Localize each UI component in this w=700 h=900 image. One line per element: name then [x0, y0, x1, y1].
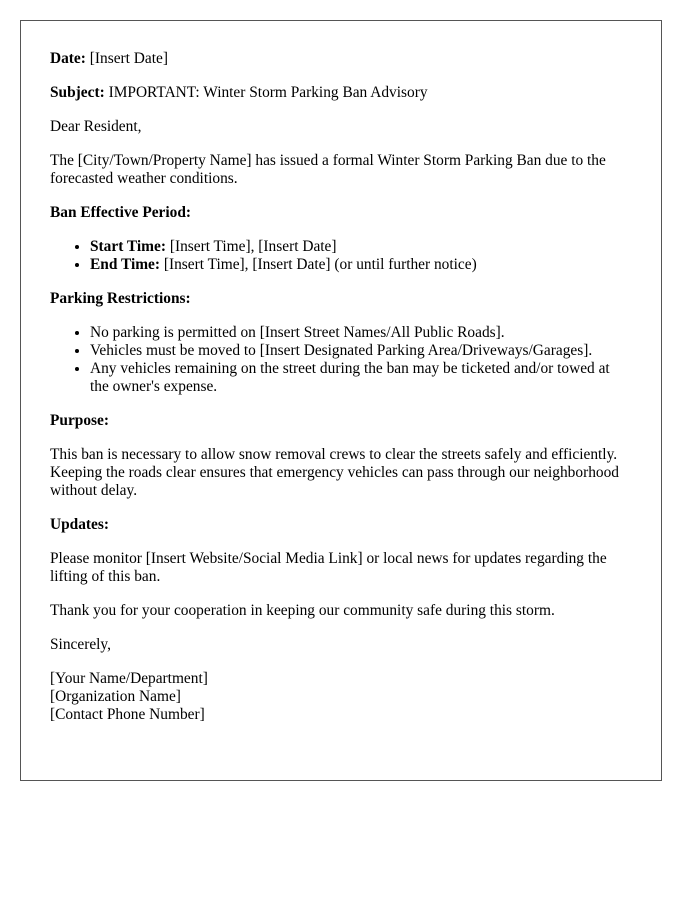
restrictions-heading: Parking Restrictions: [50, 290, 191, 307]
closing: Sincerely, [50, 636, 111, 653]
updates-heading: Updates: [50, 516, 109, 533]
purpose-heading: Purpose: [50, 412, 109, 429]
list-item: • Any vehicles remaining on the street during the ban may be ticketed and/or towed at the owner's expense. [90, 360, 632, 396]
purpose-paragraph: This ban is necessary to allow snow removal crews to clear the streets safely and efficiently. Keeping the roads clear ensures that emergency vehicles can pass through our neighborhood without delay. [50, 446, 619, 499]
start-time-label: Start Time: [90, 238, 166, 255]
date-value: [Insert Date] [89, 50, 168, 67]
updates-paragraph: Please monitor [Insert Website/Social Media Link] or local news for updates regarding the lifting of this ban. [50, 550, 607, 585]
date-label: Date: [50, 50, 86, 67]
subject-label: Subject: [50, 84, 105, 101]
date-line [50, 50, 632, 68]
list-item [90, 256, 632, 274]
restrictions-list [50, 324, 632, 396]
effective-period-heading: Ban Effective Period: [50, 204, 192, 221]
letter-document [20, 20, 662, 781]
end-time-label: End Time: [90, 256, 160, 273]
signature-block [50, 670, 632, 724]
thanks-paragraph: Thank you for your cooperation in keeping our community safe during this storm. [50, 602, 555, 619]
greeting: Dear Resident, [50, 118, 142, 135]
signature-name: [Your Name/Department] [50, 670, 208, 687]
signature-organization: [Organization Name] [50, 688, 181, 705]
list-item: • No parking is permitted on [Insert Street Names/All Public Roads]. [90, 324, 632, 342]
start-time-value: [Insert Time], [Insert Date] [169, 238, 337, 255]
signature-phone: [Contact Phone Number] [50, 706, 205, 723]
end-time-value: [Insert Time], [Insert Date] (or until further notice) [163, 256, 477, 273]
subject-line [50, 84, 632, 102]
list-item: • Vehicles must be moved to [Insert Designated Parking Area/Driveways/Garages]. [90, 342, 632, 360]
effective-period-list [50, 238, 632, 274]
list-item [90, 238, 632, 256]
subject-value: IMPORTANT: Winter Storm Parking Ban Advisory [108, 84, 428, 101]
intro-paragraph: The [City/Town/Property Name] has issued a formal Winter Storm Parking Ban due to the forecasted weather conditions. [50, 152, 606, 187]
